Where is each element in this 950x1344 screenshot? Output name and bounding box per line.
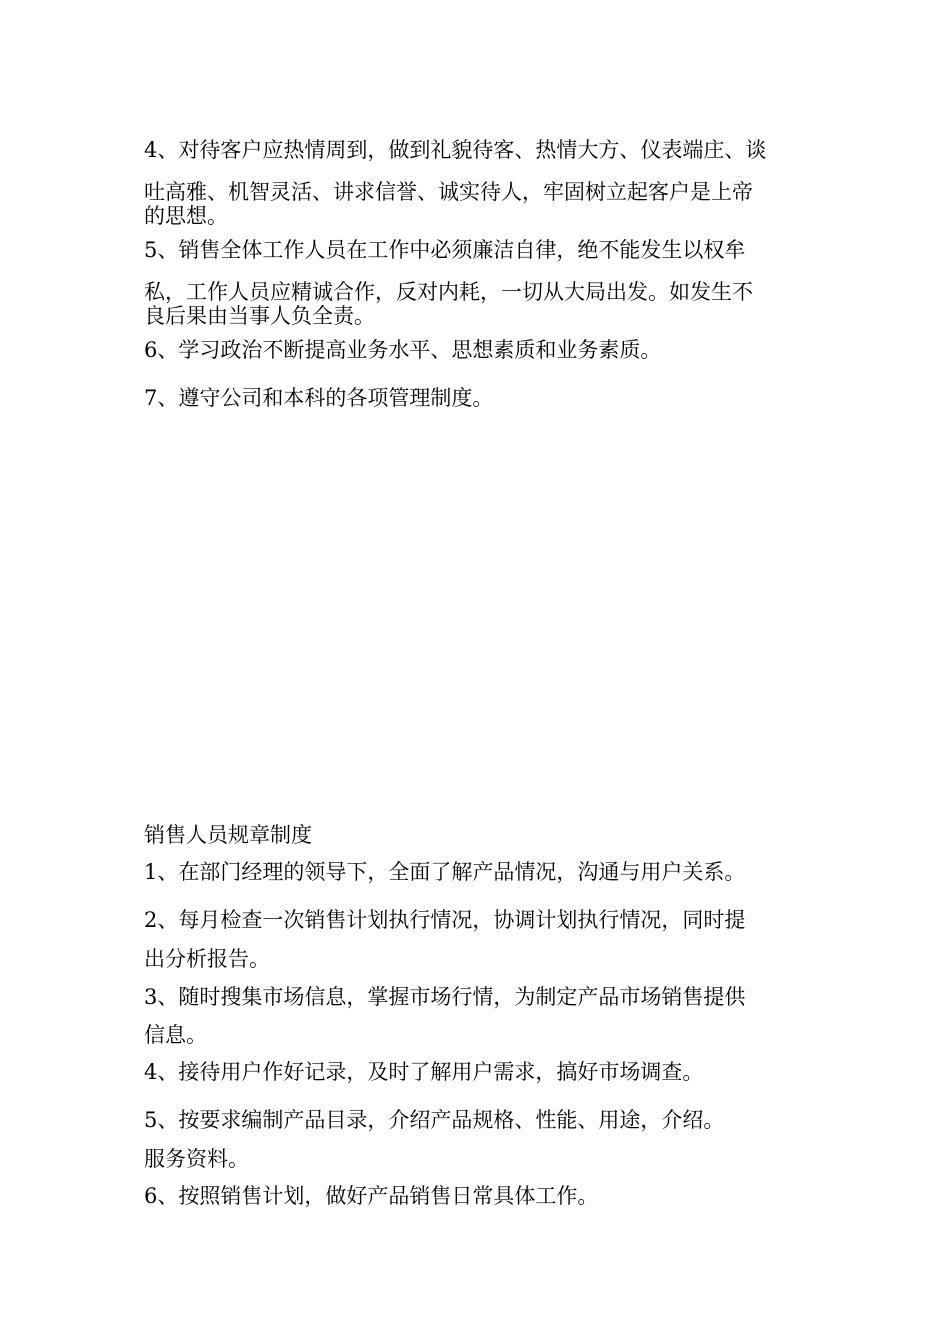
rule-4-line-2: 吐高雅、机智灵活、讲求信誉、诚实待人，牢固树立起客户是上帝 [144,180,753,204]
sales-rule-5-line-1: 5、按要求编制产品目录，介绍产品规格、性能、用途，介绍。 [144,1108,725,1132]
sales-rule-3-line-1: 3、随时搜集市场信息，掌握市场行情，为制定产品市场销售提供 [144,985,746,1009]
sales-rule-6: 6、按照销售计划，做好产品销售日常具体工作。 [144,1184,599,1208]
rule-7: 7、遵守公司和本科的各项管理制度。 [144,386,494,410]
sales-rule-2-line-2: 出分析报告。 [144,947,270,971]
sales-rule-2-line-1: 2、每月检查一次销售计划执行情况，协调计划执行情况，同时提 [144,908,746,932]
rule-4-line-3: 的思想。 [144,204,228,228]
sales-rule-3-line-2: 信息。 [144,1023,207,1047]
sales-rule-5-line-2: 服务资料。 [144,1147,249,1171]
rule-5-line-1: 5、销售全体工作人员在工作中必须廉洁自律，绝不能发生以权牟 [144,238,746,262]
sales-rule-4: 4、接待用户作好记录，及时了解用户需求，搞好市场调查。 [144,1060,704,1084]
sales-rule-1: 1、在部门经理的领导下，全面了解产品情况，沟通与用户关系。 [144,860,746,884]
rule-5-line-2: 私，工作人员应精诚合作，反对内耗，一切从大局出发。如发生不 [144,280,753,304]
rule-5-line-3: 良后果由当事人负全责。 [144,304,375,328]
rule-4-line-1: 4、对待客户应热情周到，做到礼貌待客、热情大方、仪表端庄、谈 [144,138,767,162]
section-title: 销售人员规章制度 [144,823,312,847]
rule-6: 6、学习政治不断提高业务水平、思想素质和业务素质。 [144,338,662,362]
